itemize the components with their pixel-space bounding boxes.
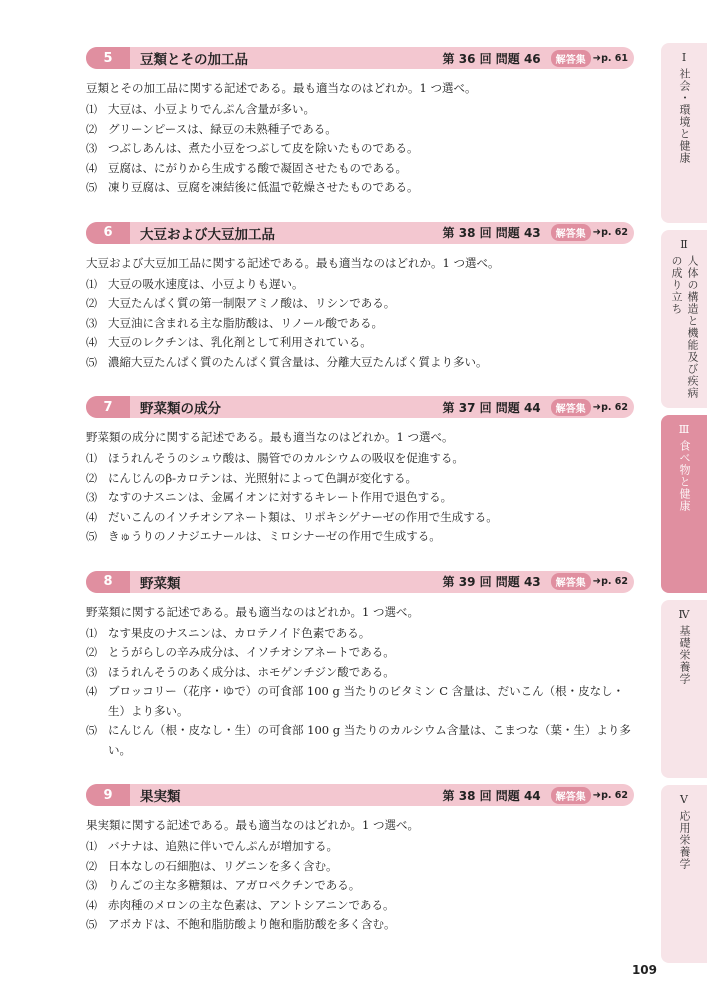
option-text: つぶしあんは、煮た小豆をつぶして皮を除いたものである。 (108, 141, 419, 155)
option-item (86, 682, 634, 721)
chapter-tab-label: 応用栄養学 (678, 810, 691, 870)
question-stem: 豆類とその加工品に関する記述である。最も適当なのはどれか。1 つ選べ。 (86, 81, 477, 95)
question-number: 8 (86, 571, 130, 593)
option-list (86, 100, 634, 198)
exam-reference: 第 38 回 問題 43 (442, 226, 541, 240)
answer-page: p. 62 (601, 401, 628, 413)
question-title: 豆類とその加工品 (140, 52, 248, 68)
option-item (86, 857, 634, 877)
answer-label: 解答集 (551, 399, 591, 416)
option-marker: ⑴ (86, 626, 97, 640)
option-marker: ⑵ (86, 297, 97, 310)
question-title: 果実類 (140, 789, 181, 805)
chapter-tab-number: Ⅱ (680, 238, 688, 251)
option-marker: ⑴ (86, 277, 97, 291)
question-title: 大豆および大豆加工品 (140, 226, 275, 243)
question-block (86, 396, 634, 547)
answer-page: p. 62 (601, 227, 628, 238)
question-number: 6 (86, 222, 130, 244)
exam-reference: 第 38 回 問題 44 (442, 788, 541, 803)
question-header (86, 47, 634, 69)
chapter-tab-4[interactable] (661, 600, 707, 778)
answer-link[interactable] (551, 224, 628, 241)
option-marker: ⑷ (86, 161, 97, 175)
option-marker: ⑸ (86, 181, 97, 194)
option-item (86, 333, 634, 353)
option-marker: ⑷ (86, 685, 97, 698)
chapter-tab-number: Ⅳ (678, 608, 690, 621)
option-marker: ⑷ (86, 510, 97, 524)
question-title: 野菜類の成分 (140, 401, 221, 417)
exam-reference: 第 37 回 問題 44 (442, 400, 541, 415)
answer-page: p. 62 (601, 789, 628, 801)
arrow-right-icon: ➜ (592, 401, 602, 413)
option-marker: ⑶ (86, 316, 97, 330)
option-marker: ⑵ (86, 122, 97, 136)
option-marker: ⑸ (86, 918, 97, 931)
option-item (86, 275, 634, 295)
question-stem: 野菜類に関する記述である。最も適当なのはどれか。1 つ選べ。 (86, 604, 419, 619)
chapter-tab-strip (661, 43, 707, 970)
option-item (86, 876, 634, 896)
option-list (86, 275, 634, 373)
option-marker: ⑷ (86, 336, 97, 349)
question-stem: 果実類に関する記述である。最も適当なのはどれか。1 つ選べ。 (86, 818, 419, 832)
answer-link[interactable] (551, 50, 628, 67)
option-marker: ⑵ (86, 646, 97, 659)
option-item (86, 294, 634, 314)
question-block (86, 571, 634, 761)
option-text: 濃縮大豆たんぱく質のたんぱく質含量は、分離大豆たんぱく質より多い。 (108, 354, 488, 369)
option-text: 大豆は、小豆よりでんぷん含量が多い。 (108, 102, 315, 116)
option-text: りんごの主な多糖類は、アガロペクチンである。 (108, 878, 361, 892)
option-item (86, 643, 634, 663)
answer-label: 解答集 (551, 787, 591, 804)
option-item (86, 663, 634, 683)
exam-reference: 第 39 回 問題 43 (442, 575, 541, 589)
option-text: 大豆たんぱく質の第一制限アミノ酸は、リシンである。 (108, 296, 396, 310)
option-text: 大豆の吸水速度は、小豆よりも遅い。 (108, 276, 304, 291)
question-header (86, 222, 634, 244)
option-text: にんじん（根・皮なし・生）の可食部 100 g 当たりのカルシウム含量は、こまつな（葉・生）より多い。 (108, 723, 631, 757)
option-item (86, 837, 634, 857)
chapter-tab-2[interactable] (661, 230, 707, 408)
option-marker: ⑴ (86, 103, 97, 116)
option-text: とうがらしの辛み成分は、イソチオシアネートである。 (108, 645, 395, 659)
option-marker: ⑶ (86, 142, 97, 155)
arrow-right-icon: ➜ (592, 789, 602, 801)
chapter-tab-label: 社会・環境と健康 (678, 68, 691, 164)
option-text: 凍り豆腐は、豆腐を凍結後に低温で乾燥させたものである。 (108, 180, 419, 194)
question-number: 5 (86, 47, 130, 69)
option-item (86, 721, 634, 760)
question-stem: 大豆および大豆加工品に関する記述である。最も適当なのはどれか。1 つ選べ。 (86, 255, 500, 270)
answer-label: 解答集 (551, 50, 591, 67)
option-item (86, 915, 634, 935)
chapter-tab-label: 基礎栄養学 (678, 625, 691, 685)
option-item (86, 508, 634, 528)
option-text: にんじんのβ-カロテンは、光照射によって色調が変化する。 (108, 470, 417, 485)
question-block (86, 47, 634, 198)
option-item (86, 178, 634, 198)
option-text: ほうれんそうのあく成分は、ホモゲンチジン酸である。 (108, 664, 395, 679)
option-marker: ⑵ (86, 859, 97, 873)
option-marker: ⑶ (86, 879, 97, 892)
option-item (86, 353, 634, 373)
chapter-tab-number: Ⅲ (678, 423, 690, 436)
option-text: 大豆のレクチンは、乳化剤として利用されている。 (108, 335, 372, 349)
chapter-tab-number: Ⅰ (681, 51, 687, 64)
answer-label: 解答集 (551, 573, 591, 590)
option-marker: ⑸ (86, 530, 97, 543)
option-text: なすのナスニンは、金属イオンに対するキレート作用で退色する。 (108, 490, 453, 504)
answer-label: 解答集 (551, 224, 591, 241)
question-header (86, 571, 634, 593)
option-marker: ⑴ (86, 452, 97, 465)
option-text: なす果皮のナスニンは、カロテノイド色素である。 (108, 625, 371, 640)
option-item (86, 139, 634, 159)
option-list (86, 449, 634, 547)
answer-link[interactable] (551, 573, 628, 590)
option-marker: ⑸ (86, 724, 97, 737)
option-item (86, 896, 634, 916)
option-text: アボカドは、不飽和脂肪酸より飽和脂肪酸を多く含む。 (108, 917, 396, 931)
chapter-tab-label: 人体の構造と機能及び疾病の成り立ち (670, 255, 699, 399)
question-number: 7 (86, 396, 130, 418)
chapter-tab-number: Ⅴ (680, 793, 688, 806)
option-text: きゅうりのノナジエナールは、ミロシナーゼの作用で生成する。 (108, 529, 441, 543)
answer-link[interactable] (551, 399, 628, 416)
question-header (86, 396, 634, 418)
option-item (86, 488, 634, 508)
option-text: 豆腐は、にがりから生成する酸で凝固させたものである。 (108, 160, 407, 175)
option-item (86, 624, 634, 644)
answer-page: p. 62 (601, 576, 628, 587)
option-item (86, 159, 634, 179)
question-stem: 野菜類の成分に関する記述である。最も適当なのはどれか。1 つ選べ。 (86, 430, 454, 444)
option-text: 赤肉種のメロンの主な色素は、アントシアニンである。 (108, 897, 395, 912)
option-text: ブロッコリー（花序・ゆで）の可食部 100 g 当たりのビタミン C 含量は、だいこん（根・皮なし・生）より多い。 (108, 684, 625, 718)
arrow-right-icon: ➜ (592, 576, 602, 587)
option-list (86, 837, 634, 935)
question-block (86, 222, 634, 373)
option-text: バナナは、追熟に伴いでんぷんが増加する。 (108, 839, 338, 853)
option-list (86, 624, 634, 761)
exam-reference: 第 36 回 問題 46 (442, 51, 541, 66)
option-marker: ⑴ (86, 840, 97, 853)
page-number: 109 (631, 963, 657, 977)
option-marker: ⑵ (86, 471, 97, 485)
option-marker: ⑶ (86, 491, 97, 504)
option-text: だいこんのイソチオシアネート類は、リポキシゲナーゼの作用で生成する。 (108, 509, 498, 524)
chapter-tab-3[interactable] (661, 415, 707, 593)
option-text: 大豆油に含まれる主な脂肪酸は、リノール酸である。 (108, 315, 383, 330)
option-item (86, 527, 634, 547)
option-text: 日本なしの石細胞は、リグニンを多く含む。 (108, 858, 338, 873)
question-list (86, 47, 634, 955)
option-text: ほうれんそうのシュウ酸は、腸管でのカルシウムの吸収を促進する。 (108, 451, 464, 465)
option-text: グリーンピースは、緑豆の未熟種子である。 (108, 121, 337, 136)
answer-page: p. 61 (601, 52, 628, 64)
chapter-tab-label: 食べ物と健康 (678, 440, 691, 512)
option-item (86, 469, 634, 489)
question-number: 9 (86, 784, 130, 806)
arrow-right-icon: ➜ (592, 52, 602, 64)
option-marker: ⑸ (86, 355, 97, 369)
option-marker: ⑷ (86, 898, 97, 912)
option-marker: ⑶ (86, 665, 97, 679)
chapter-tab-5[interactable] (661, 785, 707, 963)
option-item (86, 100, 634, 120)
answer-link[interactable] (551, 787, 628, 804)
question-block (86, 784, 634, 935)
question-header (86, 784, 634, 806)
option-item (86, 449, 634, 469)
question-title: 野菜類 (140, 575, 181, 592)
option-item (86, 120, 634, 140)
option-item (86, 314, 634, 334)
arrow-right-icon: ➜ (592, 227, 602, 238)
chapter-tab-1[interactable] (661, 43, 707, 223)
